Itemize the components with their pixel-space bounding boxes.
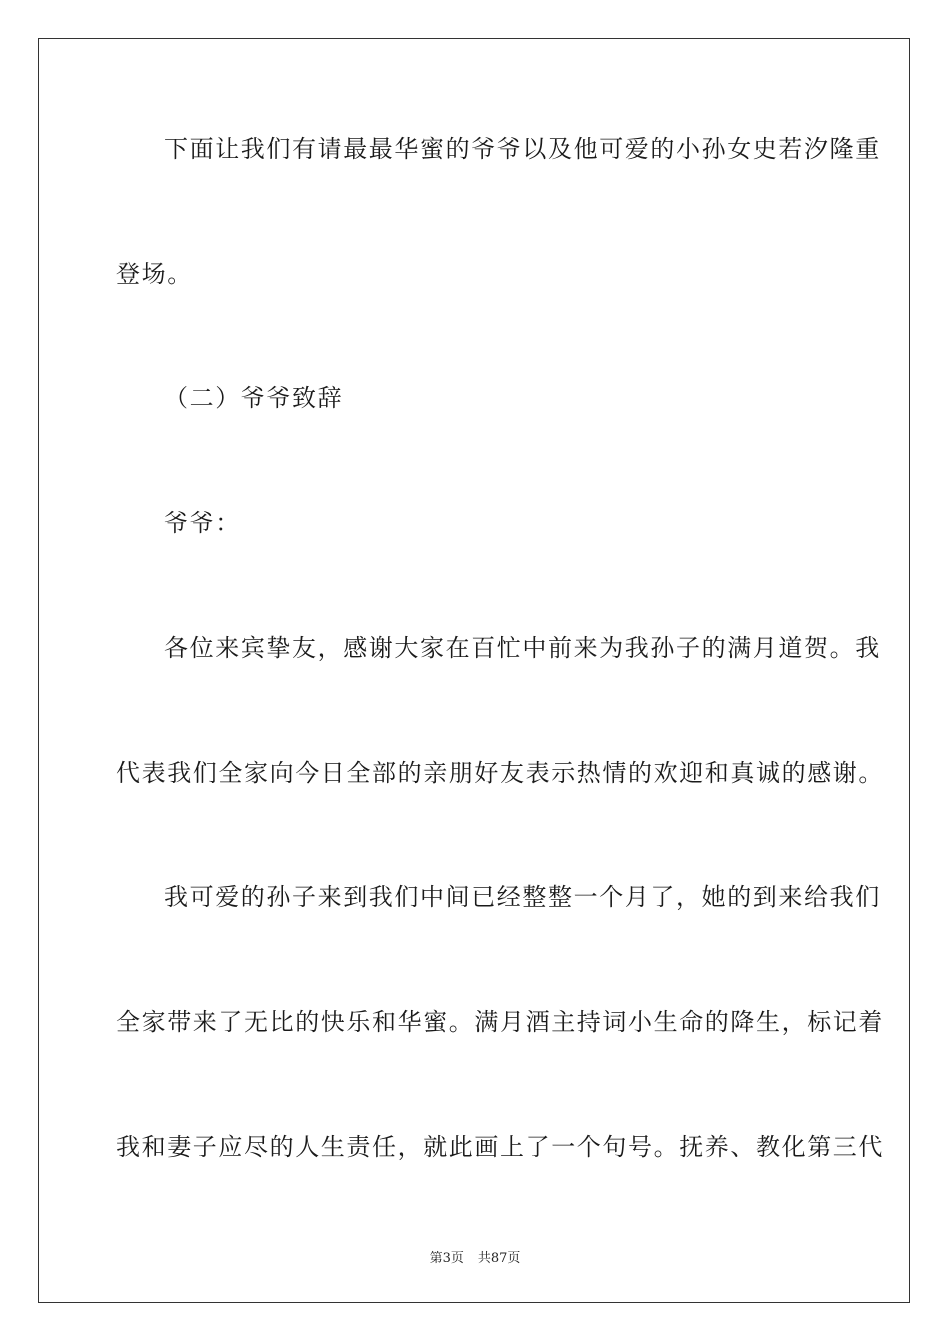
speaker-label: 爷爷： [164,509,241,537]
page-number: 第3页 [429,1251,464,1266]
body-line-1: 下面让我们有请最最华蜜的爷爷以及他可爱的小孙女史若汐隆重 [164,135,881,163]
body-line-6: 代表我们全家向今日全部的亲朋好友表示热情的欢迎和真诚的感谢。 [116,759,884,787]
body-line-5: 各位来宾挚友，感谢大家在百忙中前来为我孙子的满月道贺。我 [164,634,881,662]
body-line-9: 我和妻子应尽的人生责任，就此画上了一个句号。抚养、教化第三代 [116,1133,884,1161]
body-line-8: 全家带来了无比的快乐和华蜜。满月酒主持词小生命的降生，标记着 [116,1008,884,1036]
body-line-2: 登场。 [116,260,193,288]
page-footer [0,1247,950,1266]
body-line-7: 我可爱的孙子来到我们中间已经整整一个月了，她的到来给我们 [164,883,881,911]
page-border [38,38,910,1303]
page-total: 共87页 [477,1251,521,1266]
section-heading: （二）爷爷致辞 [164,384,344,412]
